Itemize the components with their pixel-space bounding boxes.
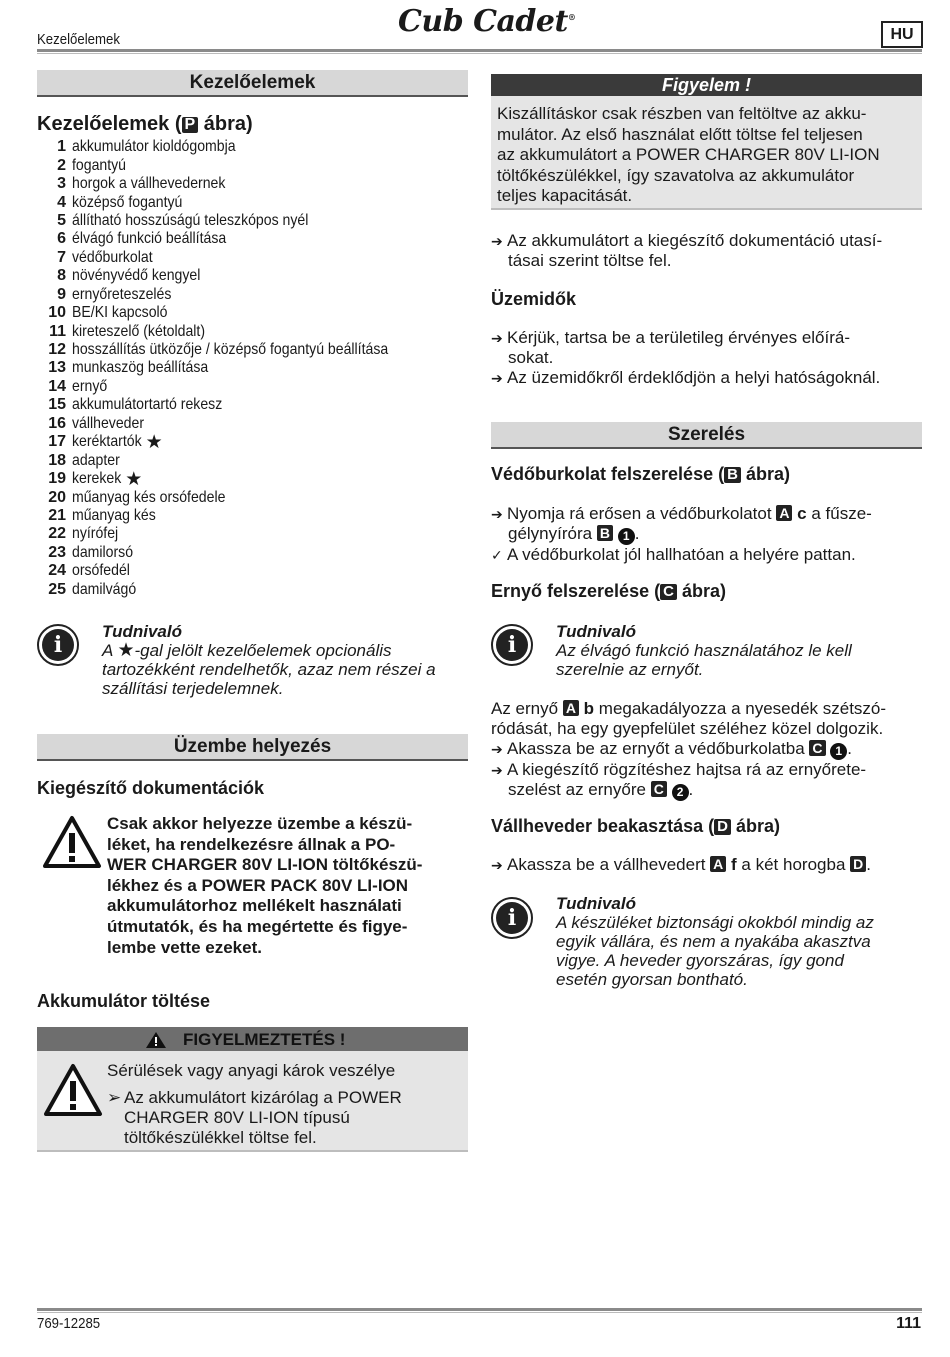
strap-heading: Vállheveder beakasztása ( D ábra) bbox=[491, 816, 781, 836]
item-label: damilvágó bbox=[72, 580, 137, 598]
step-number-badge: 1 bbox=[830, 743, 847, 760]
header-section-title: Kezelőelemek bbox=[37, 31, 120, 48]
header-rule bbox=[37, 49, 922, 52]
list-item bbox=[40, 193, 460, 211]
arrow-right-icon: ➔ bbox=[491, 233, 503, 249]
guard-steps: ➔ Nyomja rá erősen a védőburkolatot A c a fűsze- gélynyírόra B 1 . ✓ A védőburkolat jól hallhatóan a helyére pattan. bbox=[491, 504, 872, 564]
note-title: Tudnivaló bbox=[556, 894, 636, 913]
hours-heading: Üzemidők bbox=[491, 289, 577, 309]
step-number-badge: 1 bbox=[618, 528, 635, 545]
item-label: élvágó funkció beállítása bbox=[72, 230, 227, 248]
item-number: 22 bbox=[48, 525, 66, 543]
attention-box: Kiszállításkor csak részben van feltöltve az akku- mulátor. Az első használat előtt töltse fel teljesen az akkumulátort a POWER CHARGER 80V LI-ION töltőkészülékkel, így szavatolva az akkumulátor teljes kapacitását. bbox=[491, 96, 922, 210]
note-body: A készüléket biztonsági okokból mindig az egyik vállára, és nem a nyakába akasztva vigye. A heveder gyorszáras, így gond esetén gyorsan bontható. bbox=[556, 913, 874, 989]
attention-bar: Figyelem ! bbox=[491, 74, 922, 96]
info-icon: i bbox=[37, 624, 79, 666]
warning-line: léket, ha rendelkezésre állnak a PO- bbox=[107, 834, 396, 854]
footer-rule bbox=[37, 1308, 922, 1311]
figure-key-a: A bbox=[563, 700, 579, 716]
item-number: 9 bbox=[57, 285, 66, 303]
item-label: BE/KI kapcsoló bbox=[72, 304, 168, 322]
list-item bbox=[40, 249, 460, 267]
item-label: damilorsó bbox=[72, 543, 134, 561]
docs-heading: Kiegészítő dokumentációk bbox=[37, 778, 265, 798]
item-number: 1 bbox=[57, 138, 66, 156]
item-number: 16 bbox=[48, 414, 66, 432]
item-label: állítható hosszúságú teleszkópos nyél bbox=[72, 211, 309, 229]
star-icon: ★ bbox=[117, 640, 135, 661]
list-item bbox=[40, 359, 460, 377]
figure-key-c: C bbox=[651, 781, 667, 797]
item-number: 2 bbox=[57, 156, 66, 174]
figure-key-c: C bbox=[809, 740, 825, 756]
list-item bbox=[40, 212, 460, 230]
item-number: 25 bbox=[48, 580, 66, 598]
warning-line: lékhez és a POWER PACK 80V LI-ION bbox=[107, 875, 409, 895]
list-item bbox=[40, 488, 460, 506]
item-label: ernyőreteszelés bbox=[72, 285, 172, 303]
figure-key-c: C bbox=[660, 584, 677, 600]
arrow-right-icon: ➔ bbox=[491, 857, 503, 873]
item-number: 4 bbox=[57, 193, 66, 211]
list-item bbox=[40, 156, 460, 174]
info-icon: i bbox=[491, 624, 533, 666]
chevron-right-icon: ➢ bbox=[107, 1088, 122, 1107]
item-number: 8 bbox=[57, 267, 66, 285]
star-icon: ★ bbox=[125, 468, 143, 490]
section-bar-commissioning: Üzembe helyezés bbox=[37, 734, 468, 761]
figure-key-p: P bbox=[182, 117, 199, 133]
list-item bbox=[40, 451, 460, 469]
item-label: középső fogantyú bbox=[72, 193, 183, 211]
item-number: 6 bbox=[57, 230, 66, 248]
warning-line: Csak akkor helyezze üzembe a készü- bbox=[107, 814, 413, 833]
item-number: 10 bbox=[48, 304, 66, 322]
item-label: ernyő bbox=[72, 377, 108, 395]
list-item bbox=[40, 433, 460, 451]
info-icon: i bbox=[491, 897, 533, 939]
item-label: akkumulátortartó rekesz bbox=[72, 396, 223, 414]
page-number: 111 bbox=[896, 1315, 921, 1332]
list-item bbox=[40, 581, 460, 599]
item-label: műanyag kés orsófedele bbox=[72, 488, 226, 506]
list-item bbox=[40, 175, 460, 193]
step-number-badge: 2 bbox=[672, 784, 689, 801]
figure-key-a: A bbox=[776, 505, 792, 521]
item-label: kireteszelő (kétoldalt) bbox=[72, 322, 206, 340]
item-number: 18 bbox=[48, 451, 66, 469]
list-item bbox=[40, 562, 460, 580]
item-label: keréktartók bbox=[72, 433, 142, 451]
list-item bbox=[40, 544, 460, 562]
section-bar-controls: Kezelőelemek bbox=[37, 70, 468, 97]
item-label: horgok a vállhevedernek bbox=[72, 175, 226, 193]
check-icon: ✓ bbox=[491, 547, 503, 563]
doc-number: 769-12285 bbox=[37, 1315, 101, 1332]
warning-box bbox=[37, 1051, 468, 1152]
language-badge: HU bbox=[881, 21, 923, 48]
charge-heading: Akkumulátor töltése bbox=[37, 991, 211, 1011]
list-item bbox=[40, 341, 460, 359]
commissioning-warning-text bbox=[107, 814, 467, 958]
star-icon: ★ bbox=[145, 431, 163, 453]
warning-small-icon bbox=[145, 1031, 167, 1049]
brand-logo: Cub Cadet® bbox=[398, 4, 576, 39]
item-number: 19 bbox=[48, 470, 66, 488]
warning-bar bbox=[37, 1027, 468, 1051]
list-item bbox=[40, 470, 460, 488]
figure-key-d: D bbox=[850, 856, 866, 872]
list-item bbox=[40, 396, 460, 414]
shield-text: Az ernyő A b megakadályozza a nyesedék szétszó- ródását, ha egy gyepfelület széléhez közel dolgozik. ➔ Akassza be az ernyőt a védőburkolatba C 1 . ➔ A kiegészítő rögzítéshez hajtsa rá az ernyőrete- szelést az ernyőre C 2 . bbox=[491, 699, 887, 799]
list-item bbox=[40, 322, 460, 340]
list-item bbox=[40, 415, 460, 433]
item-label: vállheveder bbox=[72, 414, 145, 432]
item-label: munkaszög beállítása bbox=[72, 359, 209, 377]
warning-line: akkumulátorhoz mellékelt használati bbox=[107, 896, 402, 916]
item-number: 7 bbox=[57, 248, 66, 266]
item-number: 20 bbox=[48, 488, 66, 506]
item-label: orsófedél bbox=[72, 562, 130, 580]
strap-step: ➔ Akassza be a vállhevedert A f a két horogba D . bbox=[491, 855, 871, 874]
item-label: nyírófej bbox=[72, 525, 119, 543]
item-label: kerekek bbox=[72, 470, 122, 488]
item-number: 13 bbox=[48, 359, 66, 377]
figure-key-a: A bbox=[710, 856, 726, 872]
item-number: 5 bbox=[57, 211, 66, 229]
arrow-right-icon: ➔ bbox=[491, 370, 503, 386]
warning-box-list: ➢ Az akkumulátort kizárólag a POWER CHARGER 80V LI-ION típusú töltőkészülékkel töltse fel. bbox=[107, 1088, 402, 1147]
item-number: 3 bbox=[57, 175, 66, 193]
note-body: A ★-gal jelölt kezelőelemek opcionális tartozékként rendelhetők, azaz nem részei a szállítási terjedelemnek. bbox=[102, 640, 436, 698]
item-label: védőburkolat bbox=[72, 248, 153, 266]
list-item bbox=[40, 138, 460, 156]
figure-key-b: B bbox=[724, 467, 741, 483]
item-number: 23 bbox=[48, 543, 66, 561]
item-label: hosszállítás ütközője / középső fogantyú beállítása bbox=[72, 341, 389, 359]
warning-line: WER CHARGER 80V LI-ION töltőkészü- bbox=[107, 855, 423, 875]
warning-line: lembe vette ezeket. bbox=[107, 937, 262, 957]
shield-heading: Ernyő felszerelése ( C ábra) bbox=[491, 581, 726, 601]
item-label: adapter bbox=[72, 451, 120, 469]
item-number: 17 bbox=[48, 433, 66, 451]
hours-list: ➔ Kérjük, tartsa be a területileg érvényes előírá- sokat. ➔ Az üzemidőkről érdeklődjön a helyi hatóságoknál. bbox=[491, 328, 881, 387]
item-label: növényvédő kengyel bbox=[72, 267, 201, 285]
parts-list bbox=[40, 138, 460, 599]
arrow-right-icon: ➔ bbox=[491, 762, 503, 778]
item-number: 24 bbox=[48, 562, 66, 580]
figure-key-d: D bbox=[714, 819, 731, 835]
note-title: Tudnivaló bbox=[102, 622, 182, 641]
charge-instruction: ➔ Az akkumulátort a kiegészítő dokumentáció utasí- tásai szerint töltse fel. bbox=[491, 231, 883, 270]
list-item bbox=[40, 525, 460, 543]
list-item bbox=[40, 286, 460, 304]
footer-rule-thin bbox=[37, 1312, 922, 1313]
section-bar-assembly: Szerelés bbox=[491, 422, 922, 449]
item-number: 15 bbox=[48, 396, 66, 414]
controls-heading: Kezelőelemek ( P ábra) bbox=[37, 113, 253, 135]
list-item bbox=[40, 378, 460, 396]
item-label: műanyag kés bbox=[72, 506, 156, 524]
item-label: akkumulátor kioldógombja bbox=[72, 138, 236, 156]
item-number: 21 bbox=[48, 506, 66, 524]
item-number: 11 bbox=[49, 322, 66, 340]
warning-triangle-icon bbox=[43, 1063, 103, 1117]
warning-triangle-icon bbox=[42, 815, 102, 869]
arrow-right-icon: ➔ bbox=[491, 506, 503, 522]
guard-heading: Védőburkolat felszerelése ( B ábra) bbox=[491, 464, 790, 484]
header-rule-thin bbox=[37, 53, 922, 54]
item-number: 14 bbox=[48, 377, 66, 395]
list-item bbox=[40, 230, 460, 248]
arrow-right-icon: ➔ bbox=[491, 330, 503, 346]
list-item bbox=[40, 304, 460, 322]
note-body: Az élvágó funkció használatához le kell szerelnie az ernyőt. bbox=[556, 641, 852, 679]
list-item bbox=[40, 507, 460, 525]
item-number: 12 bbox=[48, 341, 66, 359]
arrow-right-icon: ➔ bbox=[491, 741, 503, 757]
item-label: fogantyú bbox=[72, 156, 127, 174]
figure-key-b: B bbox=[597, 525, 613, 541]
warning-line: útmutatók, és ha megértette és figye- bbox=[107, 916, 408, 936]
note-title: Tudnivaló bbox=[556, 622, 636, 641]
list-item bbox=[40, 267, 460, 285]
warning-box-title: Sérülések vagy anyagi károk veszélye bbox=[107, 1061, 396, 1080]
warning-bar-label: FIGYELMEZTETÉS ! bbox=[183, 1030, 346, 1049]
